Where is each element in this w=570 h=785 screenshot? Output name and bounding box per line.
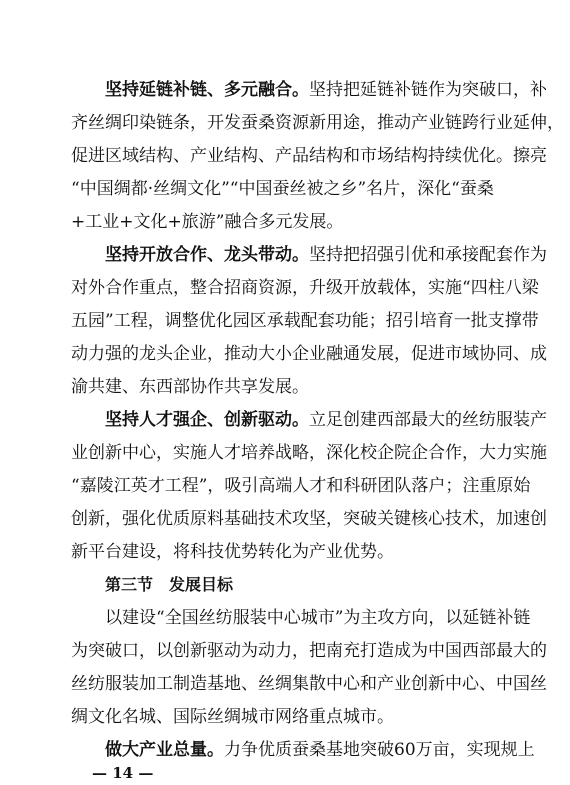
goal-paragraph-line-1: 以建设“全国丝纺服装中心城市”为主攻方向，以延链补链 [105,608,531,628]
paragraph-2-line-4: 动力强的龙头企业，推动大小企业融通发展，促进市域协同、成 [71,344,547,364]
paragraph-3-line-2: 业创新中心，实施人才培养战略，深化校企院企合作，大力实施 [71,443,547,463]
paragraph-3-line-4: 创新，强化优质原料基础技术攻坚，突破关键核心技术，加速创 [71,509,547,529]
paragraph-2-line-2: 对外合作重点，整合招商资源，升级开放载体，实施“四柱八梁 [71,278,539,298]
paragraph-2-line-3: 五园”工程，调整优化园区承载配套功能；招引培育一批支撑带 [71,311,539,331]
last-paragraph-line-1 [71,740,535,760]
page-number: — 14 — [92,764,154,782]
goal-paragraph-line-3: 丝纺服装加工制造基地、丝绸集散中心和产业创新中心、中国丝 [71,674,547,694]
goal-paragraph-line-2: 为突破口，以创新驱动为动力，把南充打造成为中国西部最大的 [71,641,547,661]
paragraph-3-line-5: 新平台建设，将科技优势转化为产业优势。 [71,542,394,562]
paragraph-1-line-2: 齐丝绸印染链条，开发蚕桑资源新用途，推动产业链跨行业延伸， [71,113,564,133]
last-paragraph-lead: 做大产业总量。 [105,740,224,760]
goal-paragraph-line-4: 绸文化名城、国际丝绸城市网络重点城市。 [71,707,394,727]
paragraph-1-line-1 [71,80,547,100]
paragraph-1-line-5: +工业+文化+旅游”融合多元发展。 [71,212,344,232]
paragraph-1-line-4: “中国绸都·丝绸文化”“中国蚕丝被之乡”名片，深化“蚕桑 [71,179,494,199]
paragraph-3-line-3: “嘉陵江英才工程”，吸引高端人才和科研团队落户；注重原始 [71,476,531,496]
paragraph-1-lead: 坚持延链补链、多元融合。 [105,80,309,100]
paragraph-1-line-3: 促进区域结构、产业结构、产品结构和市场结构持续优化。擦亮 [71,146,547,166]
last-paragraph-text: 力争优质蚕桑基地突破60万亩，实现规上 [224,740,535,760]
paragraph-1-text: 坚持把延链补链作为突破口，补 [309,80,547,100]
paragraph-3-lead: 坚持人才强企、创新驱动。 [105,410,309,430]
paragraph-2-line-1 [71,245,547,265]
paragraph-3-line-1 [71,410,547,430]
paragraph-2-lead: 坚持开放合作、龙头带动。 [105,245,309,265]
paragraph-2-line-5: 渝共建、东西部协作共享发展。 [71,377,309,397]
paragraph-2-text: 坚持把招强引优和承接配套作为 [309,245,547,265]
paragraph-3-text: 立足创建西部最大的丝纺服装产 [309,410,547,430]
section-heading: 第三节 发展目标 [105,575,234,594]
